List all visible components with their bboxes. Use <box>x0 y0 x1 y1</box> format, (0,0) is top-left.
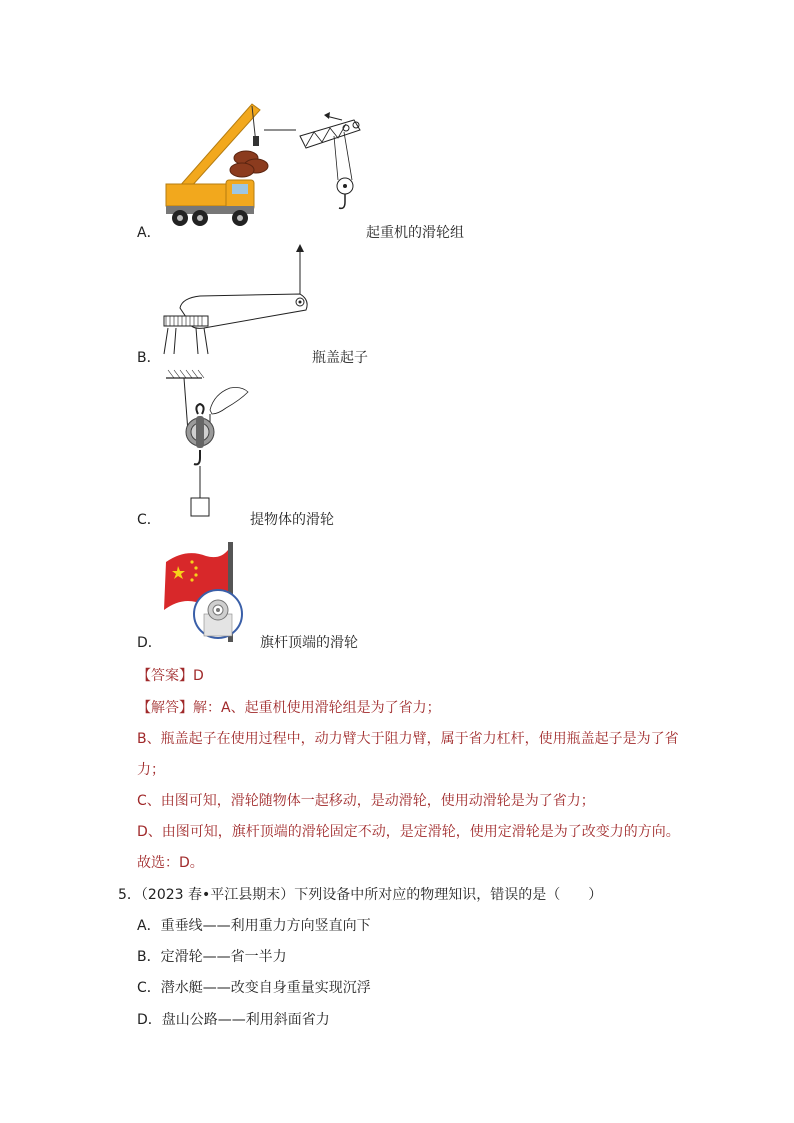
answer-value: D <box>193 668 204 684</box>
analysis-line-2b: 力； <box>137 762 165 778</box>
analysis-line-1 <box>137 697 441 717</box>
analysis-line-3: C、由图可知，滑轮随物体一起移动，是动滑轮，使用动滑轮是为了省力； <box>137 793 595 809</box>
option-b-caption: 瓶盖起子 <box>312 350 368 366</box>
bottle-opener-diagram <box>160 242 320 362</box>
option-a-label: A． <box>137 225 161 241</box>
option-c-caption: 提物体的滑轮 <box>250 512 334 528</box>
question-5-choice-d: D．盘山公路——利用斜面省力 <box>137 1012 330 1028</box>
analysis-text-1: 解：A、起重机使用滑轮组是为了省力； <box>193 700 441 716</box>
analysis-line-5: 故选：D。 <box>137 855 204 871</box>
question-5-choice-c: C．潜水艇——改变自身重量实现沉浮 <box>137 980 371 996</box>
option-b-label: B． <box>137 350 161 366</box>
flagpole-pulley-image <box>162 542 252 646</box>
answer-tag: 【答案】 <box>137 668 193 684</box>
option-c-label: C． <box>137 512 161 528</box>
option-d-label: D． <box>137 635 162 651</box>
movable-pulley-diagram <box>160 370 260 520</box>
question-5-stem: 5．（2023 春•平江县期末）下列设备中所对应的物理知识，错误的是（ ） <box>118 887 603 903</box>
option-d-caption: 旗杆顶端的滑轮 <box>260 635 358 651</box>
analysis-tag: 【解答】 <box>137 700 193 716</box>
analysis-line-2a: B、瓶盖起子在使用过程中，动力臂大于阻力臂，属于省力杠杆，使用瓶盖起子是为了省 <box>137 731 679 747</box>
question-5-choice-b: B．定滑轮——省一半力 <box>137 949 287 965</box>
question-5-choice-a: A．重垂线——利用重力方向竖直向下 <box>137 918 371 934</box>
pulley-block-diagram <box>262 110 372 220</box>
option-a-caption: 起重机的滑轮组 <box>366 225 464 241</box>
answer-line <box>137 665 204 685</box>
analysis-line-4: D、由图可知，旗杆顶端的滑轮固定不动，是定滑轮，使用定滑轮是为了改变力的方向。 <box>137 824 680 840</box>
